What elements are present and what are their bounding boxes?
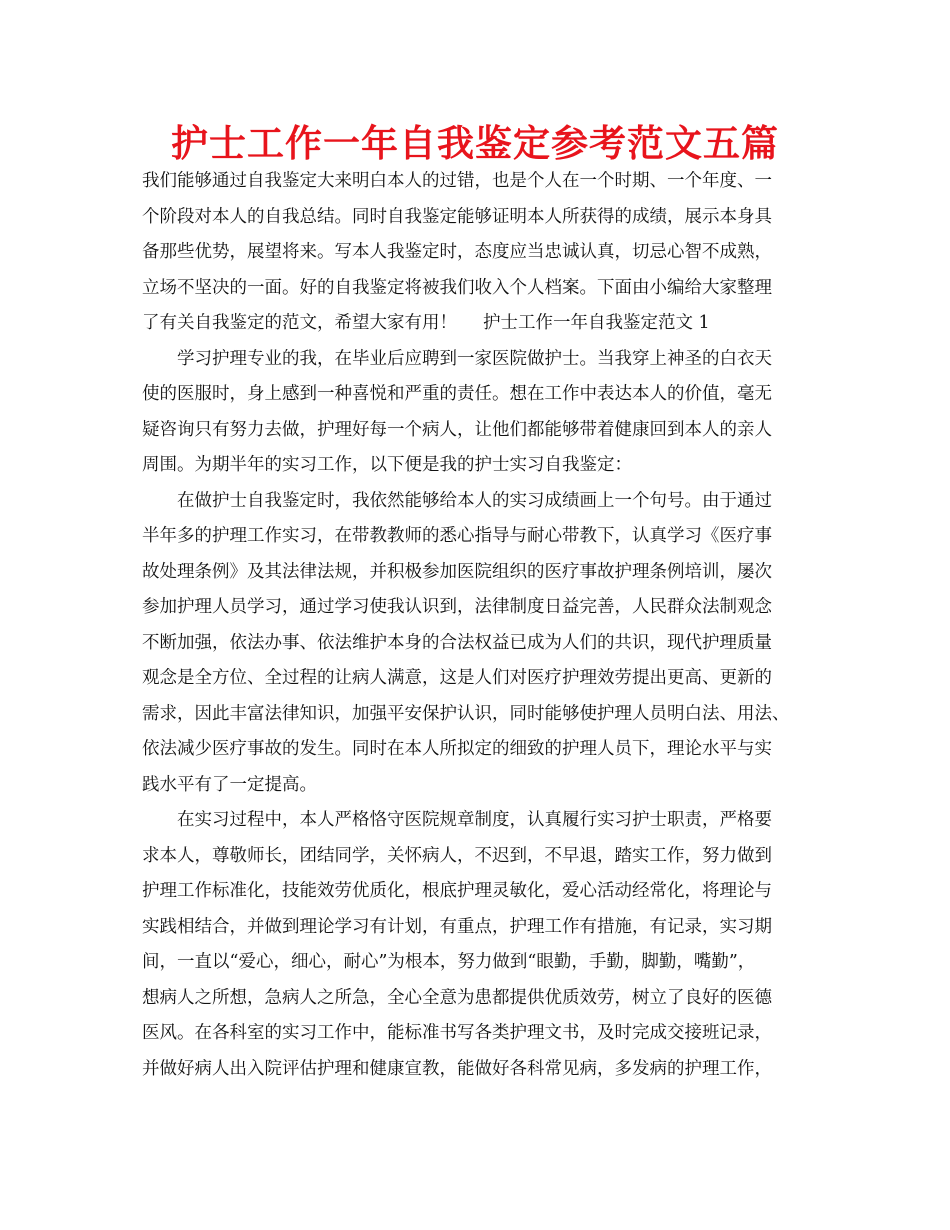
paragraph-line: 医风。在各科室的实习工作中，能标准书写各类护理文书，及时完成交接班记录， <box>142 1023 772 1043</box>
paragraph-line: 想病人之所想，急病人之所急，全心全意为患都提供优质效劳，树立了良好的医德 <box>142 987 772 1008</box>
paragraph-line: 并做好病人出入院评估护理和健康宣教，能做好各科常见病，多发病的护理工作， <box>142 1058 772 1079</box>
paragraph-line: 在做护士自我鉴定时，我依然能够给本人的实习成绩画上一个句号。由于通过 <box>177 490 772 511</box>
paragraph-line-with-heading <box>142 306 822 342</box>
paragraph-line: 需求，因此丰富法律知识，加强平安保护认识，同时能够使护理人员明白法、用法、 <box>142 703 790 724</box>
paragraph-line: 观念是全方位、全过程的让病人满意，这是人们对医疗护理效劳提出更高、更新的 <box>142 668 772 688</box>
section-heading: 护士工作一年自我鉴定范文 1 <box>483 313 710 333</box>
paragraph-line: 故处理条例》及其法律法规，并积极参加医院组织的医疗事故护理条例培训，屡次 <box>142 561 772 582</box>
paragraph-line: 护理工作标准化，技能效劳优质化，根底护理灵敏化，爱心活动经常化，将理论与 <box>142 881 772 901</box>
paragraph-1 <box>142 342 822 484</box>
paragraph-line: 依法减少医疗事故的发生。同时在本人所拟定的细致的护理人员下，理论水平与实 <box>142 739 772 759</box>
document-title: 护士工作一年自我鉴定参考范文五篇 <box>171 122 779 165</box>
paragraph-line: 间，一直以“爱心，细心，耐心”为根本，努力做到“眼勤，手勤，脚勤，嘴勤”， <box>142 952 756 972</box>
paragraph-line: 不断加强，依法办事、依法维护本身的合法权益已成为人们的共识，现代护理质量 <box>142 632 772 653</box>
paragraph-line: 半年多的护理工作实习，在带教教师的悉心指导与耐心带教下，认真学习《医疗事 <box>142 526 772 546</box>
paragraph-line: 我们能够通过自我鉴定大来明白本人的过错，也是个人在一个时期、一个年度、一 <box>142 171 772 191</box>
paragraph-line: 使的医服时，身上感到一种喜悦和严重的责任。想在工作中表达本人的价值，毫无 <box>142 384 772 404</box>
paragraph-line: 践水平有了一定提高。 <box>142 774 317 795</box>
paragraph-line-text: 了有关自我鉴定的范文，希望大家有用！ <box>142 313 457 333</box>
paragraph-2 <box>142 484 822 804</box>
paragraph-line: 备那些优势，展望将来。写本人我鉴定时，态度应当忠诚认真，切忌心智不成熟， <box>142 242 772 262</box>
paragraph-line: 立场不坚决的一面。好的自我鉴定将被我们收入个人档案。下面由小编给大家整理 <box>142 277 772 298</box>
paragraph-3 <box>142 803 822 1087</box>
paragraph-line: 学习护理专业的我，在毕业后应聘到一家医院做护士。当我穿上神圣的白衣天 <box>177 348 772 369</box>
paragraph-line: 实践相结合，并做到理论学习有计划，有重点，护理工作有措施，有记录，实习期 <box>142 916 772 937</box>
document-body <box>142 164 822 1087</box>
paragraph-line: 疑咨询只有努力去做，护理好每一个病人，让他们都能够带着健康回到本人的亲人 <box>142 419 772 440</box>
paragraph-line: 周围。为期半年的实习工作，以下便是我的护士实习自我鉴定： <box>142 455 632 475</box>
paragraph-line: 个阶段对本人的自我总结。同时自我鉴定能够证明本人所获得的成绩，展示本身具 <box>142 206 772 227</box>
paragraph-intro <box>142 164 822 342</box>
paragraph-line: 参加护理人员学习，通过学习使我认识到，法律制度日益完善，人民群众法制观念 <box>142 597 772 617</box>
paragraph-line: 求本人，尊敬师长，团结同学，关怀病人，不迟到，不早退，踏实工作，努力做到 <box>142 845 772 866</box>
paragraph-line: 在实习过程中，本人严格恪守医院规章制度，认真履行实习护士职责，严格要 <box>177 810 772 830</box>
